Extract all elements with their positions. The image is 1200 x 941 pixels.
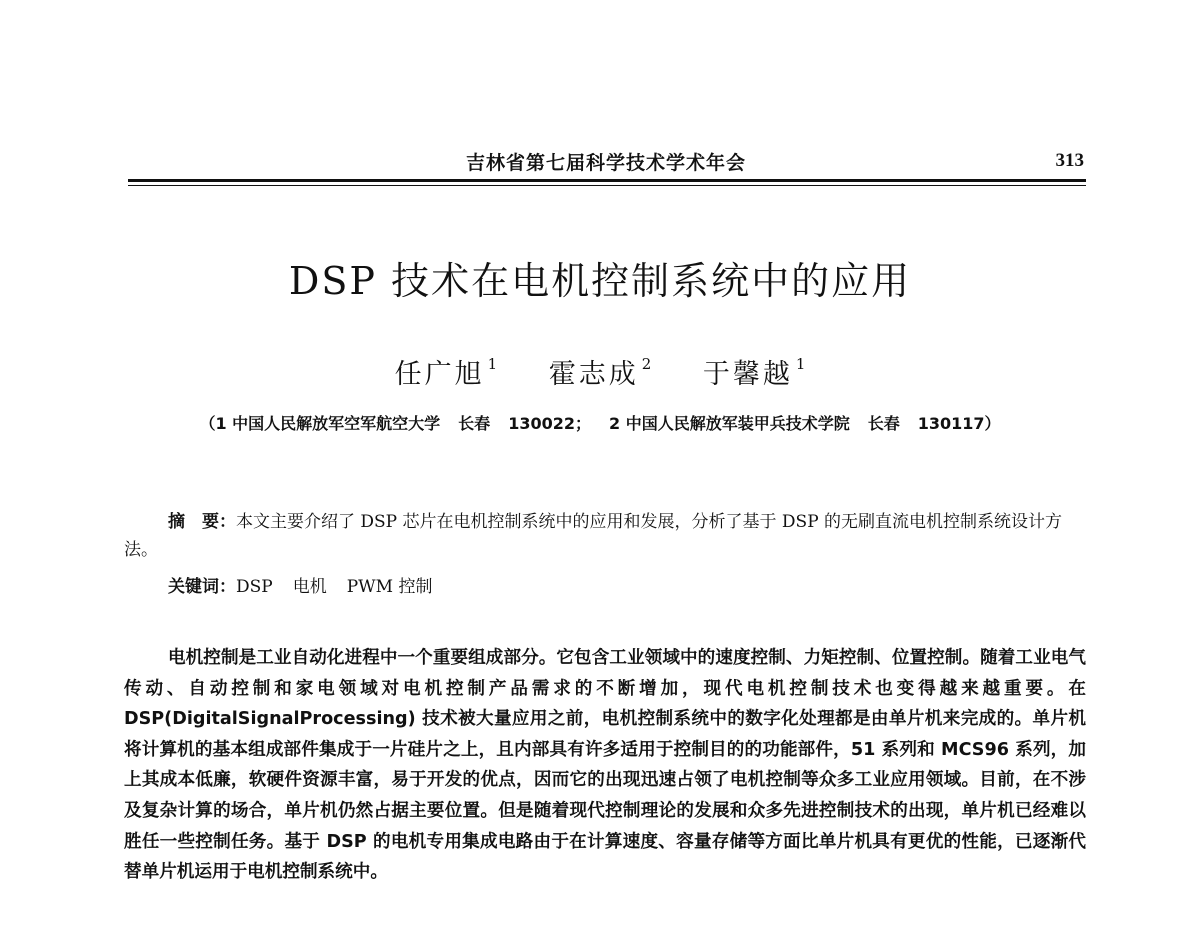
affiliation-close-paren: ）: [984, 414, 1001, 433]
affiliation-2-city: 长春: [867, 414, 900, 433]
author-affiliation-mark: 2: [641, 355, 652, 373]
keyword: PWM 控制: [346, 577, 433, 597]
author: [703, 352, 806, 391]
author-name: 任广旭: [394, 359, 485, 390]
body-paragraph: 电机控制是工业自动化进程中一个重要组成部分。它包含工业领域中的速度控制、力矩控制、位置控制。随着工业电气传动、自动控制和家电领域对电机控制产品需求的不断增加，现代电机控制技术也变得越来越重要。在 DSP(DigitalSignalProcessing) 技术被大量应用之前，电机控制系统中的数字化处理都是由单片机来完成的。单片机将计算机的基本组成部件集成于一片硅片之上，且内部具有许多适用于控制目的的功能部件，51 系列和 MCS96 系列，加上其成本低廉，软硬件资源丰富，易于开发的优点，因而它的出现迅速占领了电机控制等众多工业应用领域。目前，在不涉及复杂计算的场合，单片机仍然占据主要位置。但是随着现代控制理论的发展和众多先进控制技术的出现，单片机已经难以胜任一些控制任务。基于 DSP 的电机专用集成电路由于在计算速度、容量存储等方面比单片机具有更优的性能，已逐渐代替单片机运用于电机控制系统中。: [124, 648, 1086, 883]
abstract-label: 摘 要：: [168, 512, 236, 532]
abstract-text: 本文主要介绍了 DSP 芯片在电机控制系统中的应用和发展，分析了基于 DSP 的无刷直流电机控制系统设计方法。: [124, 512, 1063, 560]
author-name: 于馨越: [702, 359, 793, 390]
paper-title: DSP 技术在电机控制系统中的应用: [288, 259, 912, 303]
author: [395, 352, 498, 391]
body-text: [124, 643, 1086, 888]
affiliations: [0, 411, 1200, 434]
running-header: [128, 148, 1084, 178]
affiliation-1-city: 长春: [458, 414, 491, 433]
author-affiliation-mark: 1: [795, 355, 806, 373]
affiliation-2-zip: 130117: [917, 414, 985, 433]
journal-title: 吉林省第七届科学技术学术年会: [465, 152, 746, 174]
author-list: [0, 352, 1200, 391]
page-number: 313: [1055, 150, 1084, 171]
keywords: [168, 573, 452, 601]
header-rule-thin: [128, 185, 1086, 186]
author-affiliation-mark: 1: [487, 355, 498, 373]
affiliation-open-paren: （: [199, 414, 216, 433]
keyword: DSP: [236, 577, 273, 597]
keywords-label: 关键词：: [168, 577, 236, 597]
affiliation-2: 2 中国人民解放军装甲兵技术学院: [609, 414, 850, 433]
affiliation-1: 1 中国人民解放军空军航空大学: [215, 414, 441, 433]
affiliation-1-zip: 130022；: [508, 414, 591, 433]
author-name: 霍志成: [548, 359, 639, 390]
author: [549, 352, 652, 391]
abstract: [124, 508, 1084, 564]
keyword: 电机: [292, 577, 327, 597]
header-rule-thick: [128, 179, 1086, 182]
